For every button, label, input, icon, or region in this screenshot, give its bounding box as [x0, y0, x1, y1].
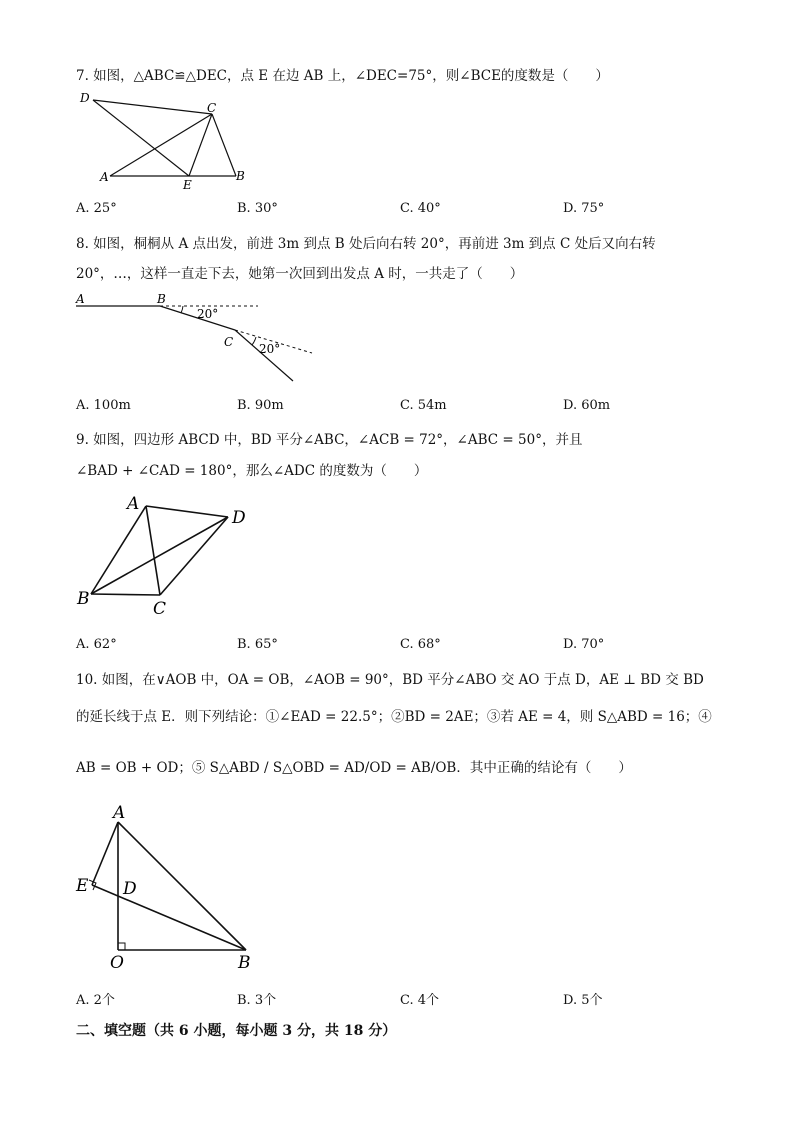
q10-stem-line2: 的延长线于点 E．则下列结论：①∠EAD = 22.5°；②BD = 2AE；③若 AE = 4，则 S△ABD = 16；④: [76, 709, 712, 725]
q8-angle-2: 20°: [259, 342, 281, 356]
q9-label-b: B: [77, 589, 90, 609]
q7-stem: 7. 如图，△ABC≌△DEC，点 E 在边 AB 上，∠DEC=75°，则∠BCE的度数是（ ）: [76, 68, 609, 84]
q9-stem-line1: 9. 如图，四边形 ABCD 中，BD 平分∠ABC，∠ACB = 72°，∠ABC = 50°，并且: [76, 432, 583, 448]
q10-label-a: A: [113, 803, 126, 823]
q8-label-a: A: [76, 292, 85, 306]
q7-option-d: D. 75°: [563, 201, 605, 216]
q8-label-b: B: [157, 292, 166, 306]
q9-option-b: B. 65°: [237, 637, 278, 652]
q10-stem-line3: AB = OB + OD；⑤ S△ABD / S△OBD = AD/OD = AB/OB．其中正确的结论有（ ）: [76, 760, 632, 776]
q10-label-e: E: [76, 876, 89, 896]
q9-label-a: A: [127, 494, 140, 514]
q10-label-b: B: [238, 953, 251, 973]
q7-option-a: A. 25°: [76, 201, 117, 216]
q10-label-o: O: [110, 953, 124, 973]
q7-label-a: A: [100, 170, 109, 184]
q8-angle-1: 20°: [197, 307, 219, 321]
q9-label-c: C: [153, 599, 167, 619]
q10-label-d: D: [123, 879, 137, 899]
section-heading: 二、填空题（共 6 小题，每小题 3 分，共 18 分）: [76, 1023, 397, 1039]
q9-option-c: C. 68°: [400, 637, 441, 652]
q9-option-d: D. 70°: [563, 637, 605, 652]
q7-label-e: E: [183, 178, 192, 192]
q7-option-b: B. 30°: [237, 201, 278, 216]
q10-option-c: C. 4个: [400, 993, 440, 1008]
q10-stem-line1: 10. 如图，在∨AOB 中，OA = OB，∠AOB = 90°，BD 平分∠ABO 交 AO 于点 D，AE ⊥ BD 交 BD: [76, 672, 704, 688]
q9-stem-line2: ∠BAD + ∠CAD = 180°，那么∠ADC 的度数为（ ）: [76, 463, 428, 479]
q8-option-b: B. 90m: [237, 398, 284, 413]
q8-stem-line1: 8. 如图，桐桐从 A 点出发，前进 3m 到点 B 处后向右转 20°，再前进 3m 到点 C 处后又向右转: [76, 236, 656, 252]
q8-stem-line2: 20°，…，这样一直走下去，她第一次回到出发点 A 时，一共走了（ ）: [76, 266, 524, 282]
q10-option-b: B. 3个: [237, 993, 277, 1008]
q9-label-d: D: [232, 508, 246, 528]
q7-label-b: B: [236, 169, 245, 183]
q8-label-c: C: [224, 335, 234, 349]
q8-option-d: D. 60m: [563, 398, 611, 413]
q8-option-c: C. 54m: [400, 398, 447, 413]
q9-option-a: A. 62°: [76, 637, 117, 652]
q10-option-a: A. 2个: [76, 993, 115, 1008]
q7-option-c: C. 40°: [400, 201, 441, 216]
q7-label-d: D: [80, 91, 90, 105]
q10-option-d: D. 5个: [563, 993, 603, 1008]
q8-option-a: A. 100m: [76, 398, 131, 413]
q7-label-c: C: [207, 101, 217, 115]
